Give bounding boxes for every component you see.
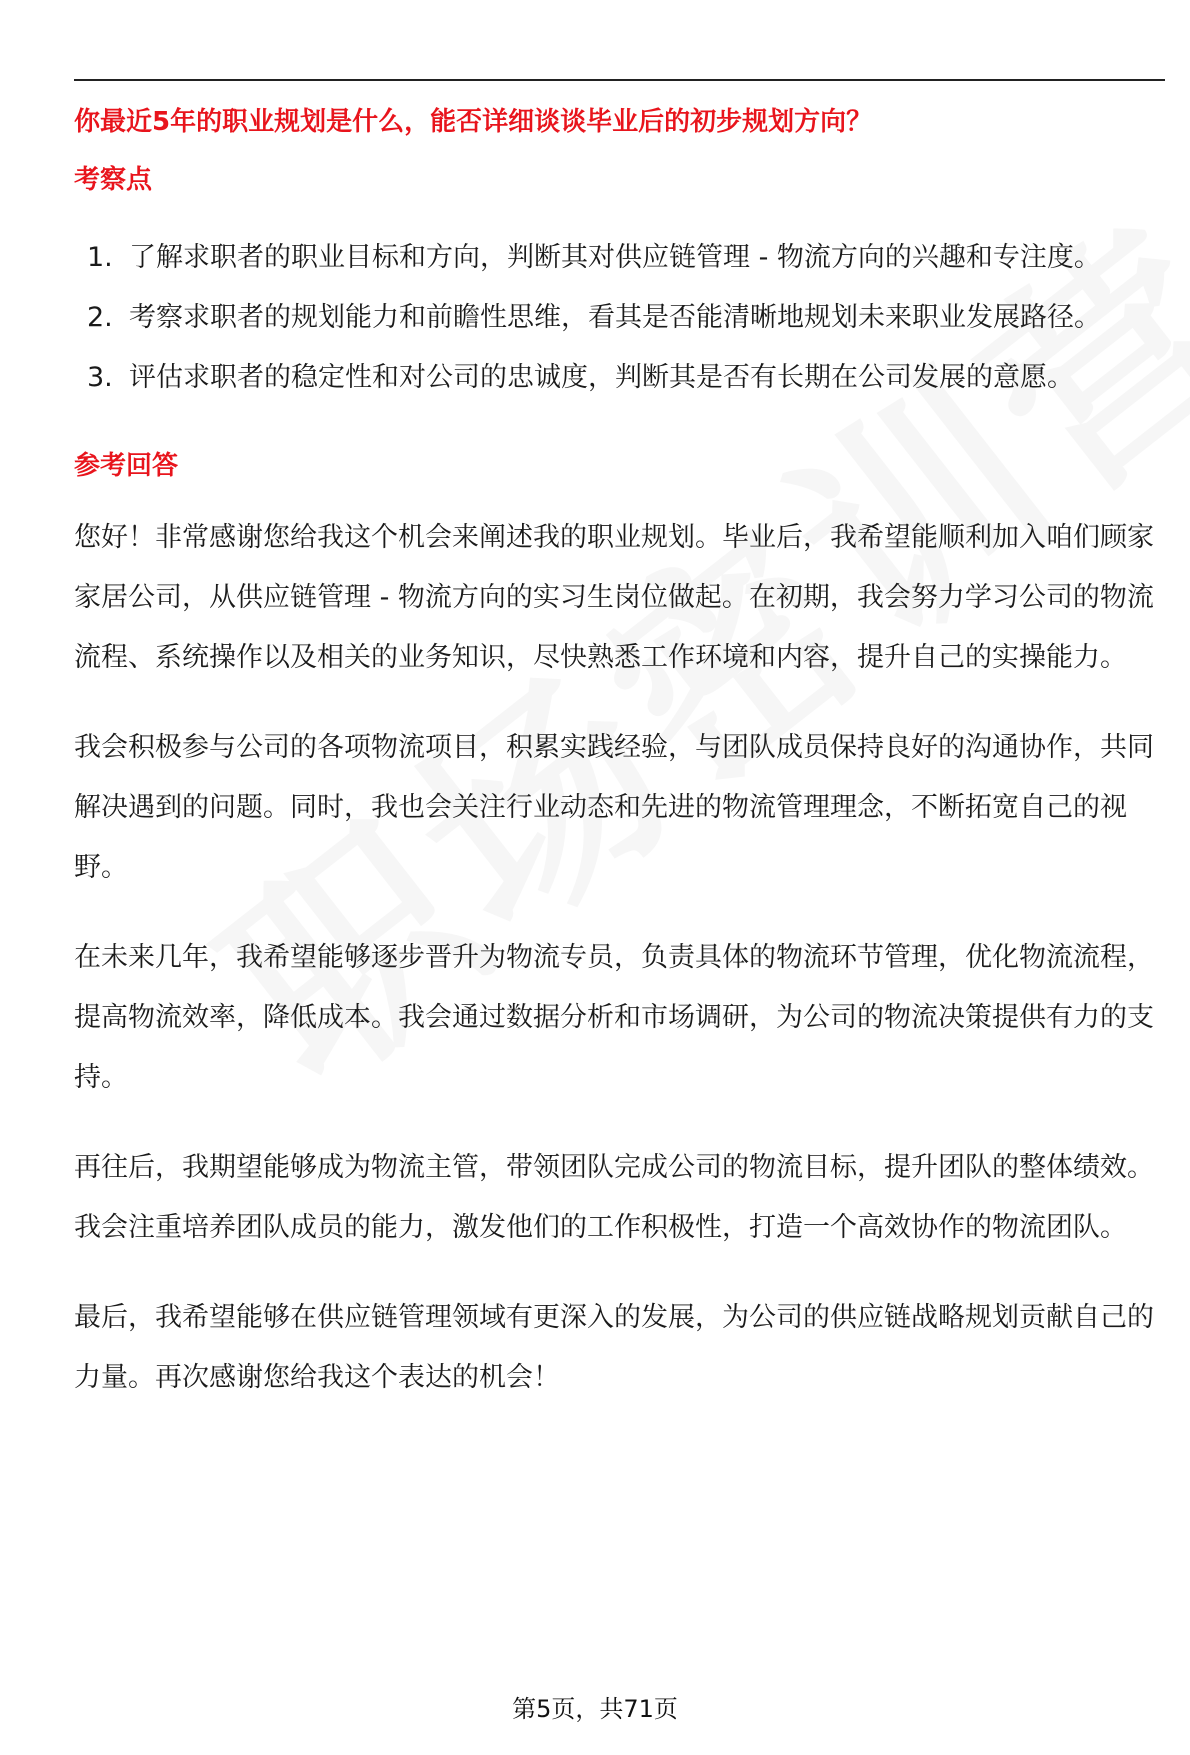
point-number: 3.	[87, 362, 113, 393]
answer-paragraph: 在未来几年，我希望能够逐步晋升为物流专员，负责具体的物流环节管理，优化物流流程，提高物流效率，降低成本。我会通过数据分析和市场调研，为公司的物流决策提供有力的支持。	[74, 942, 1154, 1093]
answer-paragraph: 您好！非常感谢您给我这个机会来阐述我的职业规划。毕业后，我希望能顺利加入咱们顾家家居公司，从供应链管理 - 物流方向的实习生岗位做起。在初期，我会努力学习公司的物流流程、系统操作以及相关的业务知识，尽快熟悉工作环境和内容，提升自己的实操能力。	[74, 522, 1154, 673]
point-number: 2.	[87, 302, 113, 333]
answer-paragraph: 再往后，我期望能够成为物流主管，带领团队完成公司的物流目标，提升团队的整体绩效。我会注重培养团队成员的能力，激发他们的工作积极性，打造一个高效协作的物流团队。	[74, 1152, 1154, 1243]
answer-body	[74, 508, 1165, 1408]
point-text: 考察求职者的规划能力和前瞻性思维，看其是否能清晰地规划未来职业发展路径。	[129, 302, 1101, 333]
point-text: 了解求职者的职业目标和方向，判断其对供应链管理 - 物流方向的兴趣和专注度。	[129, 242, 1101, 273]
page-footer: 第5页，共71页	[512, 1695, 678, 1723]
answer-paragraph: 最后，我希望能够在供应链管理领域有更深入的发展，为公司的供应链战略规划贡献自己的力量。再次感谢您给我这个表达的机会！	[74, 1302, 1154, 1393]
assessment-point	[74, 288, 1165, 348]
document-content	[74, 98, 1165, 1408]
answer-heading: 参考回答	[74, 451, 179, 481]
question-title: 你最近5年的职业规划是什么，能否详细谈谈毕业后的初步规划方向？	[74, 107, 873, 137]
assessment-point	[74, 348, 1165, 408]
point-number: 1.	[87, 242, 113, 273]
point-text: 评估求职者的稳定性和对公司的忠诚度，判断其是否有长期在公司发展的意愿。	[129, 362, 1074, 393]
assessment-points-list	[74, 228, 1165, 408]
answer-paragraph: 我会积极参与公司的各项物流项目，积累实践经验，与团队成员保持良好的沟通协作，共同解决遇到的问题。同时，我也会关注行业动态和先进的物流管理理念，不断拓宽自己的视野。	[74, 732, 1154, 883]
top-divider	[74, 79, 1165, 81]
assessment-heading: 考察点	[74, 165, 153, 195]
assessment-point	[74, 228, 1165, 288]
